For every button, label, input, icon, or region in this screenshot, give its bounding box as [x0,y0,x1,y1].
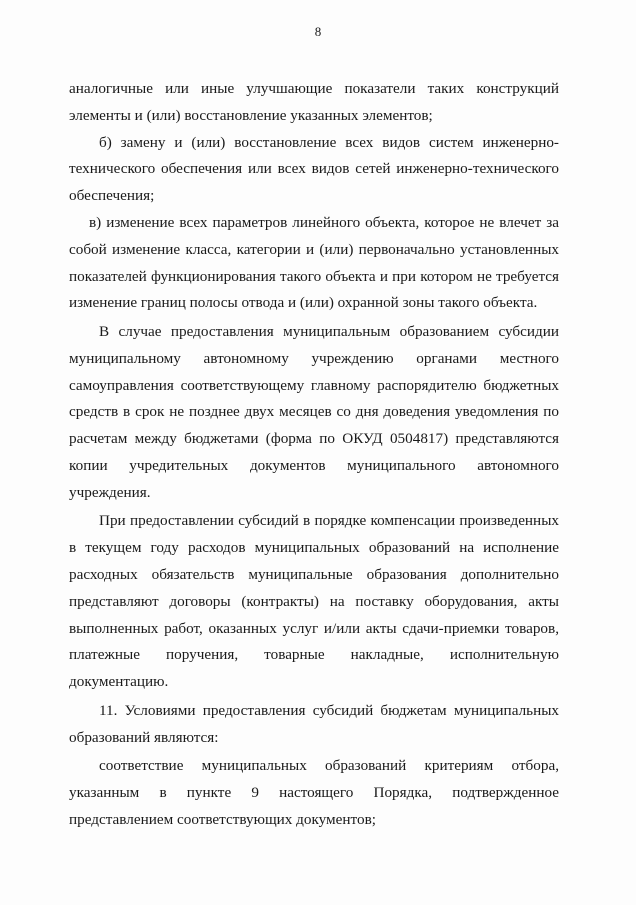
paragraph-item-b [69,130,559,210]
text-line: элементы и (или) восстановление указанных элементов; [69,106,433,124]
text-line: копии учредительных документов муниципального автономного [69,456,559,474]
text-line: представлением соответствующих документов; [69,810,376,828]
text-line: аналогичные или иные улучшающие показатели таких конструкций [69,80,559,97]
document-body [69,76,559,834]
text-line: б) замену и (или) восстановление всех видов систем инженерно- [99,133,559,151]
text-line: платежные поручения, товарные накладные, исполнительную [69,646,559,664]
paragraph-subsidy-autonomous-institution [69,319,559,507]
text-line: При предоставлении субсидий в порядке компенсации произведенных [99,512,559,530]
paragraph-construction-elements [69,76,559,130]
paragraph-compensation-documents [69,508,559,696]
text-line: обеспечения; [69,187,155,205]
text-line: соответствие муниципальных образований критериям отбора, [99,757,559,775]
text-line: 11. Условиями предоставления субсидий бюджетам муниципальных [99,701,559,719]
paragraph-item-11 [69,698,559,752]
text-line: показателей функционирования такого объекта и при котором не требуется [69,267,559,285]
text-line: в текущем году расходов муниципальных образований на исполнение [69,539,559,557]
text-line: технического обеспечения или всех видов сетей инженерно-технического [69,160,559,178]
text-line: учреждения. [69,483,151,501]
text-line: расходных обязательств муниципальные образования дополнительно [69,565,559,583]
text-line: выполненных работ, оказанных услуг и/или акты сдачи-приемки товаров, [69,619,559,637]
paragraph-item-v [69,210,559,317]
text-line: собой изменение класса, категории и (или) первоначально установленных [69,240,559,258]
text-line: расчетам между бюджетами (форма по ОКУД 0504817) представляются [69,430,559,448]
text-line: в) изменение всех параметров линейного объекта, которое не влечет за [89,213,559,231]
paragraph-selection-criteria [69,753,559,833]
page-number: 8 [314,24,322,39]
text-line: указанным в пункте 9 настоящего Порядка, подтвержденное [69,783,559,801]
text-line: документацию. [69,673,169,691]
text-line: представляют договоры (контракты) на поставку оборудования, акты [69,592,559,610]
text-line: образований являются: [69,728,219,746]
text-line: средств в срок не позднее двух месяцев со дня доведения уведомления по [69,403,559,421]
text-line: муниципальному автономному учреждению органами местного [69,349,559,367]
text-line: самоуправления соответствующему главному распорядителю бюджетных [69,376,559,394]
text-line: В случае предоставления муниципальным образованием субсидии [99,322,559,340]
text-line: изменение границ полосы отвода и (или) охранной зоны такого объекта. [69,294,538,312]
